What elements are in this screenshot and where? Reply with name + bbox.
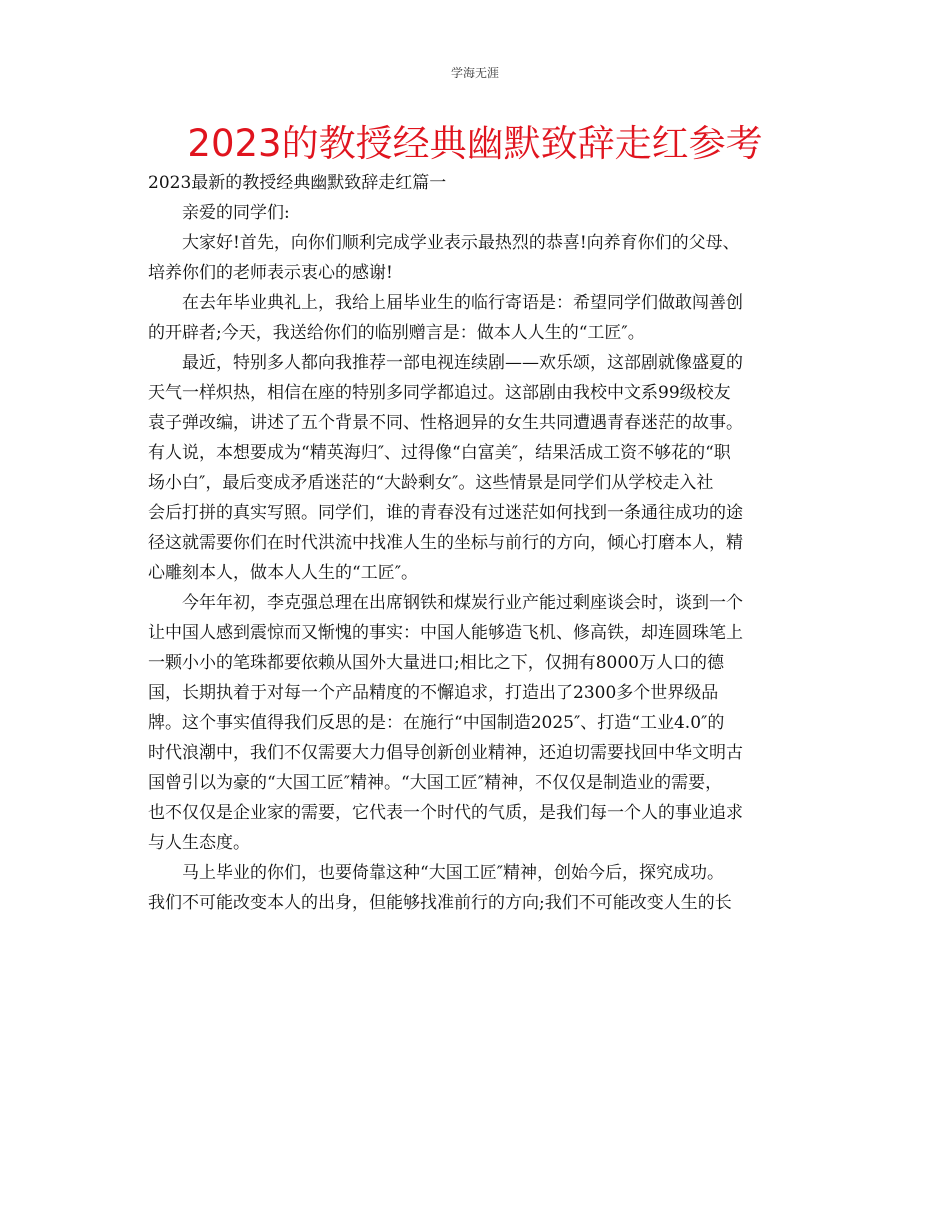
paragraph-line: 也不仅仅是企业家的需要，它代表一个时代的气质，是我们每一个人的事业追求 <box>148 803 743 823</box>
paragraph-line: 国，长期执着于对每一个产品精度的不懈追求，打造出了2300多个世界级品 <box>148 683 719 703</box>
paragraph-line: 心雕刻本人，做本人人生的“工匠″。 <box>148 563 419 583</box>
paragraph-line: 有人说，本想要成为“精英海归″、过得像“白富美″，结果活成工资不够花的“职 <box>148 443 731 463</box>
paragraph-line: 国曾引以为豪的“大国工匠″精神。“大国工匠″精神，不仅仅是制造业的需要， <box>148 773 723 793</box>
salutation-line: 亲爱的同学们: <box>182 203 290 223</box>
paragraph-line: 袁子弹改编，讲述了五个背景不同、性格迥异的女生共同遭遇青春迷茫的故事。 <box>148 413 743 433</box>
paragraph-line: 今年年初，李克强总理在出席钢铁和煤炭行业产能过剩座谈会时，谈到一个 <box>182 593 743 613</box>
paragraph-line: 一颗小小的笔珠都要依赖从国外大量进口;相比之下，仅拥有8000万人口的德 <box>148 653 724 673</box>
paragraph-line: 场小白″，最后变成矛盾迷茫的“大龄剩女″。这些情景是同学们从学校走入社 <box>148 473 714 493</box>
paragraph-line: 会后打拼的真实写照。同学们，谁的青春没有过迷茫如何找到一条通往成功的途 <box>148 503 743 523</box>
document-body <box>148 168 808 918</box>
paragraph-line: 径这就需要你们在时代洪流中找准人生的坐标与前行的方向，倾心打磨本人，精 <box>148 533 743 553</box>
paragraph-line: 牌。这个事实值得我们反思的是：在施行“中国制造2025″、打造“工业4.0″的 <box>148 713 725 733</box>
paragraph-line: 培养你们的老师表示衷心的感谢! <box>148 263 393 283</box>
paragraph-line: 天气一样炽热，相信在座的特别多同学都追过。这部剧由我校中文系99级校友 <box>148 383 731 403</box>
paragraph-line: 马上毕业的你们，也要倚靠这种“大国工匠″精神，创始今后，探究成功。 <box>182 863 725 883</box>
paragraph-line: 让中国人感到震惊而又惭愧的事实：中国人能够造飞机、修高铁，却连圆珠笔上 <box>148 623 743 643</box>
paragraph-line: 的开辟者;今天，我送给你们的临别赠言是：做本人人生的“工匠″。 <box>148 323 645 343</box>
page-header: 学海无涯 <box>450 66 499 80</box>
document-title: 2023的教授经典幽默致辞走红参考 <box>187 122 763 165</box>
paragraph-line: 在去年毕业典礼上，我给上届毕业生的临行寄语是：希望同学们做敢闯善创 <box>182 293 743 313</box>
subtitle-line: 2023最新的教授经典幽默致辞走红篇一 <box>148 173 447 193</box>
paragraph-line: 我们不可能改变本人的出身，但能够找准前行的方向;我们不可能改变人生的长 <box>148 893 732 913</box>
paragraph-line: 与人生态度。 <box>148 833 250 853</box>
paragraph-line: 时代浪潮中，我们不仅需要大力倡导创新创业精神，还迫切需要找回中华文明古 <box>148 743 743 763</box>
paragraph-line: 最近，特别多人都向我推荐一部电视连续剧——欢乐颂，这部剧就像盛夏的 <box>182 353 743 373</box>
paragraph-line: 大家好!首先，向你们顺利完成学业表示最热烈的恭喜!向养育你们的父母、 <box>182 233 740 253</box>
